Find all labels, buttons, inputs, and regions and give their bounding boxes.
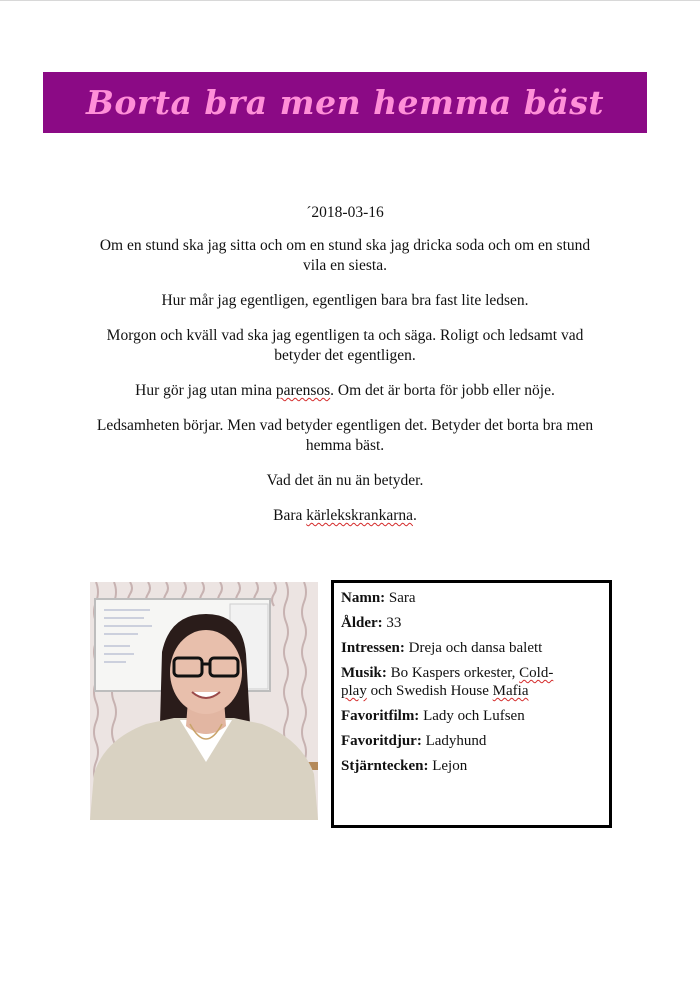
profile-film-row: [341, 707, 609, 725]
title-banner: [43, 72, 647, 133]
sign-value: Lejon: [428, 758, 468, 774]
interests-label: Intressen:: [341, 640, 405, 656]
interests-value: Dreja och dansa balett: [404, 640, 543, 656]
profile-sign-row: [341, 757, 609, 775]
spellcheck-word: Cold-: [519, 665, 554, 681]
profile-interests-row: [341, 639, 609, 657]
page-top-rule: [0, 0, 700, 1]
profile-animal-row: [341, 732, 609, 750]
poem-text: Bara: [273, 507, 307, 524]
spellcheck-word: play: [341, 683, 367, 699]
poem-section: [90, 203, 600, 541]
portrait-photo: [90, 582, 318, 820]
poem-stanza: [90, 381, 600, 401]
poem-stanza: Om en stund ska jag sitta och om en stund ska jag dricka soda och om en stund vila en siesta.: [99, 237, 591, 274]
poem-stanza: Morgon och kväll vad ska jag egentligen ta och säga. Roligt och ledsamt vad betyder det egentligen.: [106, 327, 584, 364]
spellcheck-word: kärlekskrankarna: [306, 507, 413, 524]
name-value: Sara: [385, 590, 416, 606]
profile-box: [331, 580, 612, 828]
animal-label: Favoritdjur:: [341, 733, 422, 749]
poem-stanza: Ledsamheten börjar. Men vad betyder egentligen det. Betyder det borta bra men hemma bäst.: [96, 417, 594, 454]
age-label: Ålder:: [341, 615, 383, 631]
poem-text: . Om det är borta för jobb eller nöje.: [330, 382, 555, 399]
profile-age-row: [341, 614, 609, 632]
profile-name-row: [341, 589, 609, 607]
name-label: Namn:: [341, 590, 386, 606]
music-value: och Swedish House: [366, 683, 493, 699]
spellcheck-word: parensos: [275, 382, 331, 399]
music-value: Bo Kaspers orkester,: [386, 665, 520, 681]
poem-date: ´2018-03-16: [306, 204, 384, 221]
poem-text: Hur gör jag utan mina: [135, 382, 276, 399]
portrait-illustration: [90, 582, 318, 820]
age-value: 33: [382, 615, 402, 631]
poem-stanza: Vad det än nu än betyder.: [266, 472, 424, 489]
poem-text: .: [413, 507, 417, 524]
sign-label: Stjärntecken:: [341, 758, 429, 774]
film-label: Favoritfilm:: [341, 708, 420, 724]
page-title: Borta bra men hemma bäst: [85, 83, 605, 122]
film-value: Lady och Lufsen: [419, 708, 525, 724]
music-label: Musik:: [341, 665, 387, 681]
animal-value: Ladyhund: [421, 733, 487, 749]
poem-stanza: Hur mår jag egentligen, egentligen bara bra fast lite ledsen.: [161, 292, 529, 309]
poem-stanza: [90, 506, 600, 526]
profile-music-row: [341, 664, 609, 700]
spellcheck-word: Mafia: [492, 683, 529, 699]
